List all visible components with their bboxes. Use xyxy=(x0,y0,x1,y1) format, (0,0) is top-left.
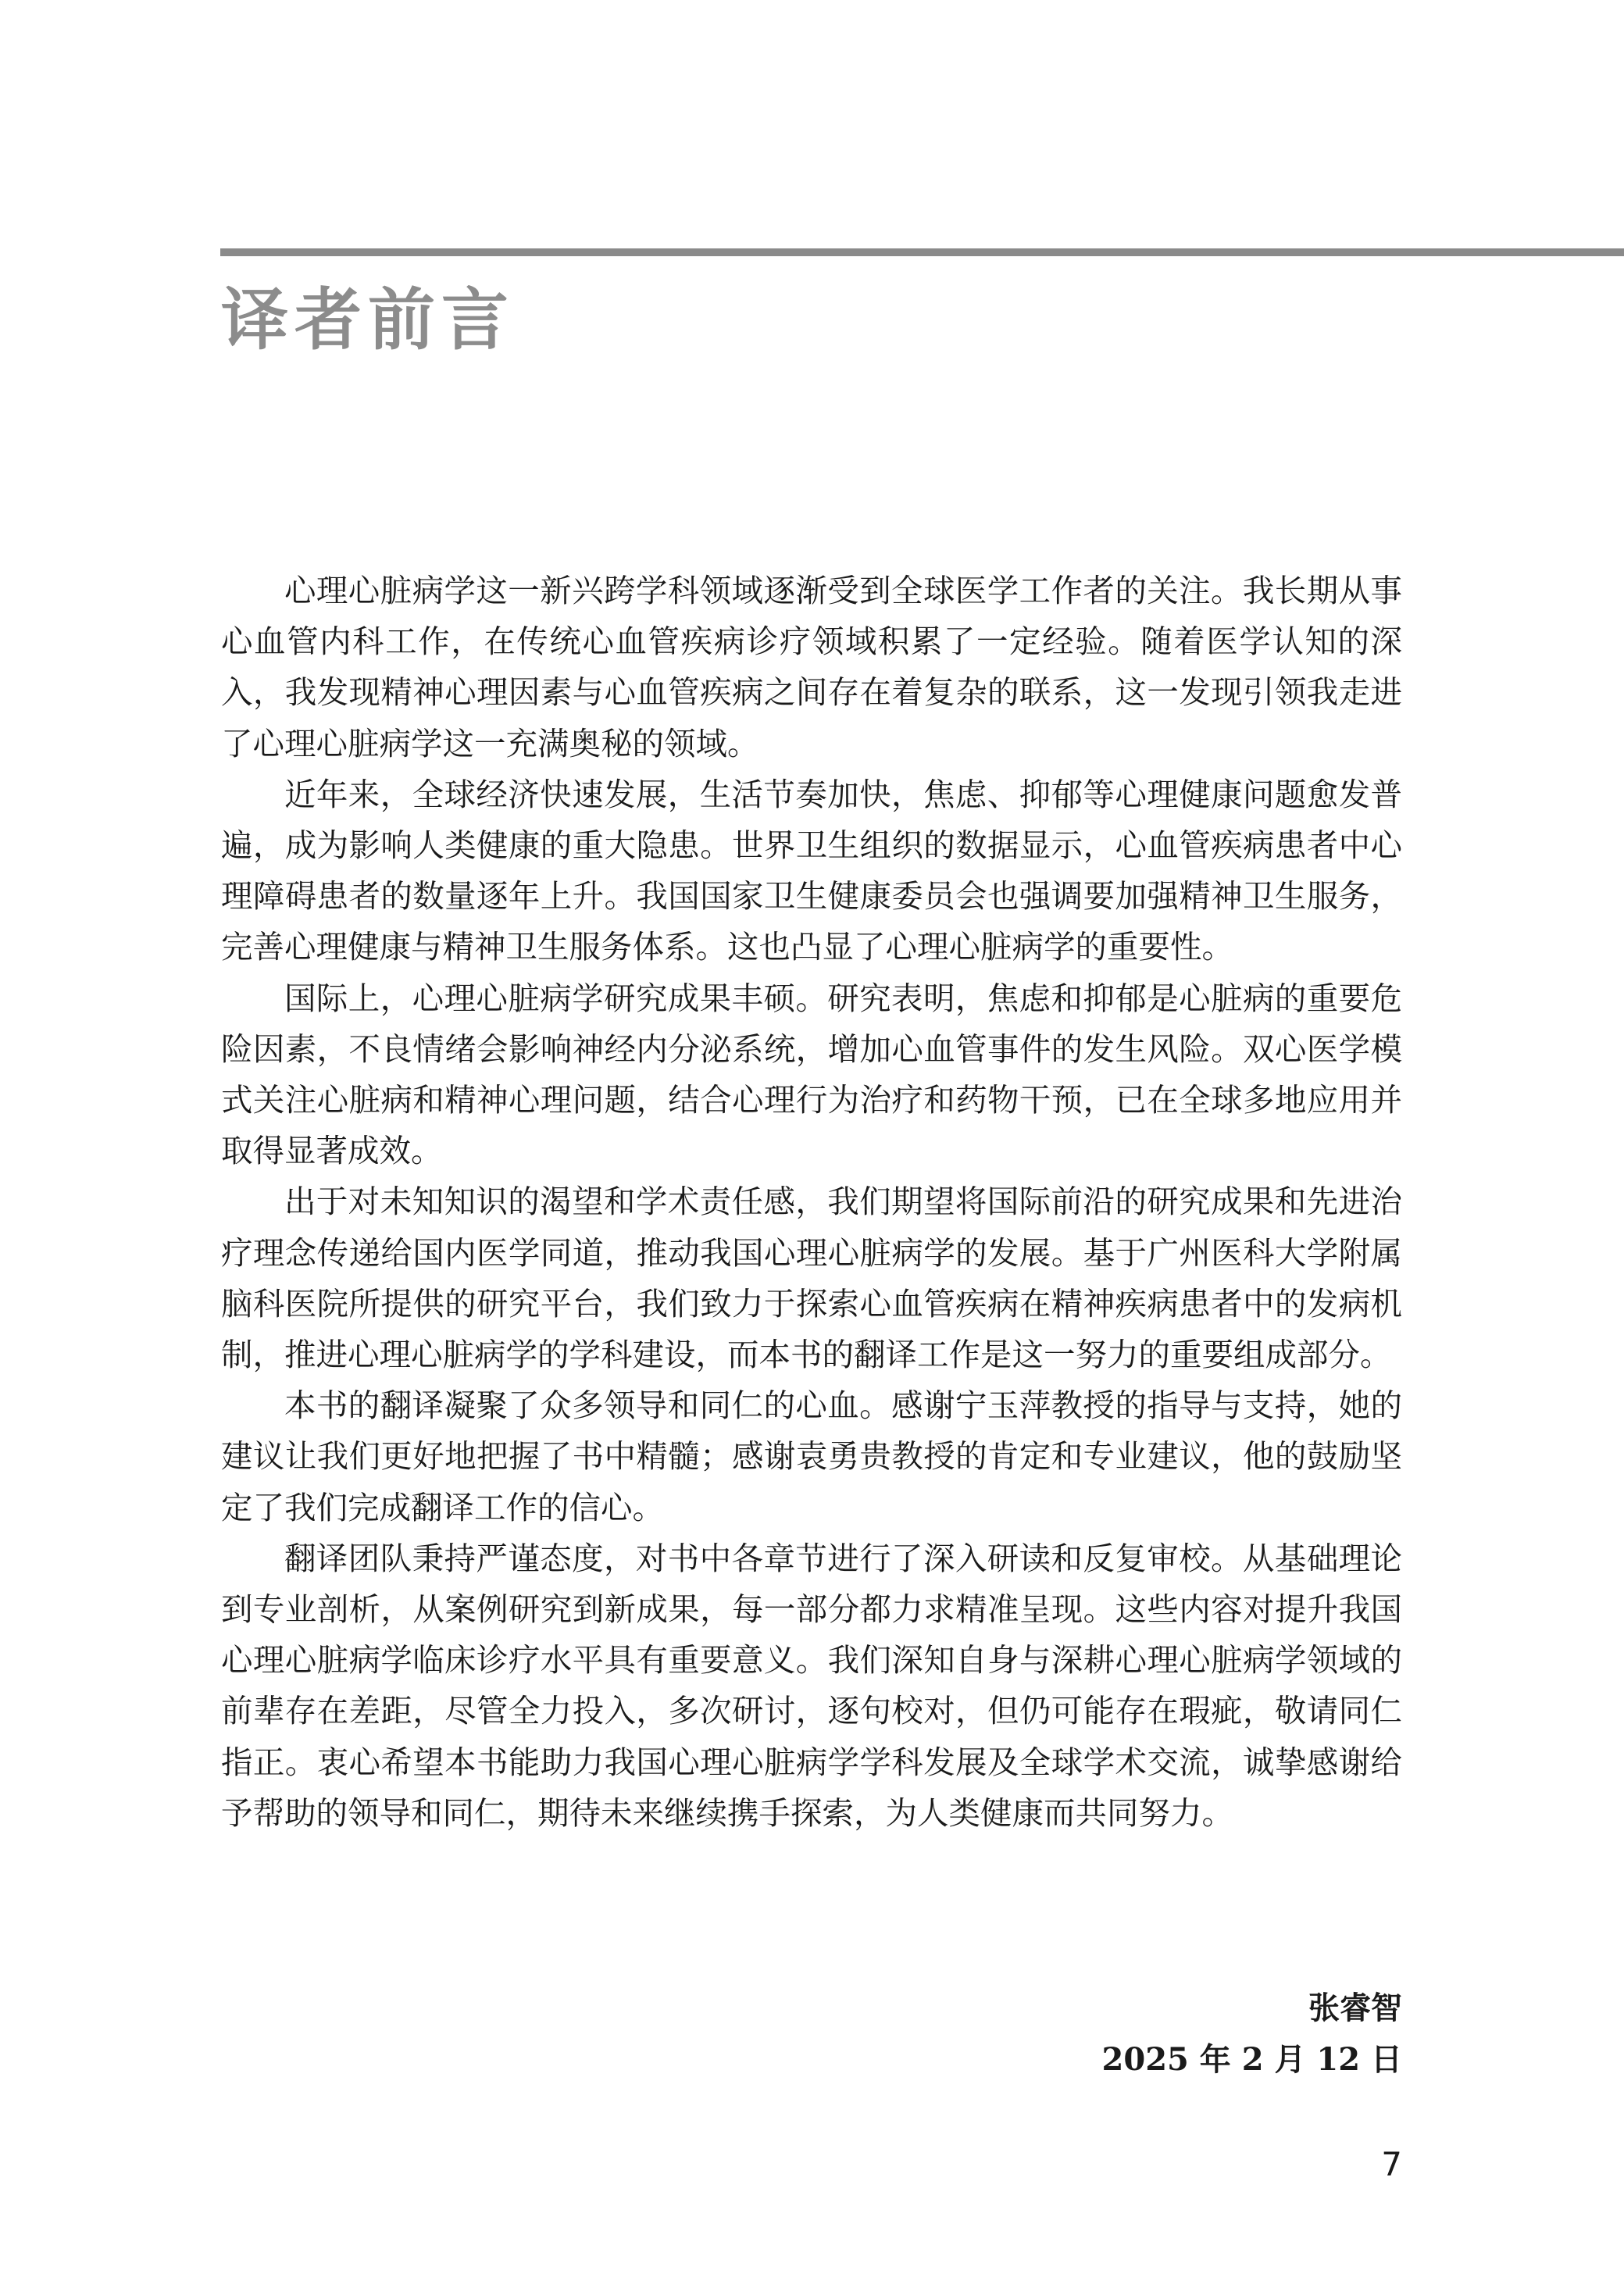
paragraph-6: 翻译团队秉持严谨态度，对书中各章节进行了深入研读和反复审校。从基础理论到专业剖析，从案例研究到新成果，每一部分都力求精准呈现。这些内容对提升我国心理心脏病学临床诊疗水平具有重要意义。我们深知自身与深耕心理心脏病学领域的前辈存在差距，尽管全力投入，多次研讨，逐句校对，但仍可能存在瑕疵，敬请同仁指正。衷心希望本书能助力我国心理心脏病学学科发展及全球学术交流，诚挚感谢给予帮助的领导和同仁，期待未来继续携手探索，为人类健康而共同努力。 xyxy=(221,1539,1402,1832)
author-name: 张睿智 xyxy=(1308,1990,1402,2026)
header-rule xyxy=(220,248,1624,256)
preface-body xyxy=(221,566,1402,1839)
paragraph-5: 本书的翻译凝聚了众多领导和同仁的心血。感谢宁玉萍教授的指导与支持，她的建议让我们更好地把握了书中精髓；感谢袁勇贵教授的肯定和专业建议，他的鼓励坚定了我们完成翻译工作的信心。 xyxy=(221,1387,1402,1526)
page-number: 7 xyxy=(1381,2145,1402,2183)
paragraph-4: 出于对未知知识的渴望和学术责任感，我们期望将国际前沿的研究成果和先进治疗理念传递给国内医学同道，推动我国心理心脏病学的发展。基于广州医科大学附属脑科医院所提供的研究平台，我们致力于探索心血管疾病在精神疾病患者中的发病机制，推进心理心脏病学的学科建设，而本书的翻译工作是这一努力的重要组成部分。 xyxy=(221,1183,1402,1374)
signature-block xyxy=(1102,1983,1402,2086)
paragraph-1: 心理心脏病学这一新兴跨学科领域逐渐受到全球医学工作者的关注。我长期从事心血管内科工作，在传统心血管疾病诊疗领域积累了一定经验。随着医学认知的深入，我发现精神心理因素与心血管疾病之间存在着复杂的联系，这一发现引领我走进了心理心脏病学这一充满奥秘的领域。 xyxy=(221,572,1402,762)
paragraph-2: 近年来，全球经济快速发展，生活节奏加快，焦虑、抑郁等心理健康问题愈发普遍，成为影响人类健康的重大隐患。世界卫生组织的数据显示，心血管疾病患者中心理障碍患者的数量逐年上升。我国国家卫生健康委员会也强调要加强精神卫生服务，完善心理健康与精神卫生服务体系。这也凸显了心理心脏病学的重要性。 xyxy=(221,775,1402,966)
page-title: 译者前言 xyxy=(221,281,515,359)
paragraph-3: 国际上，心理心脏病学研究成果丰硕。研究表明，焦虑和抑郁是心脏病的重要危险因素，不良情绪会影响神经内分泌系统，增加心血管事件的发生风险。双心医学模式关注心脏病和精神心理问题，结合心理行为治疗和药物干预，已在全球多地应用并取得显著成效。 xyxy=(221,979,1402,1170)
signature-date: 2025 年 2 月 12 日 xyxy=(1101,2041,1402,2078)
